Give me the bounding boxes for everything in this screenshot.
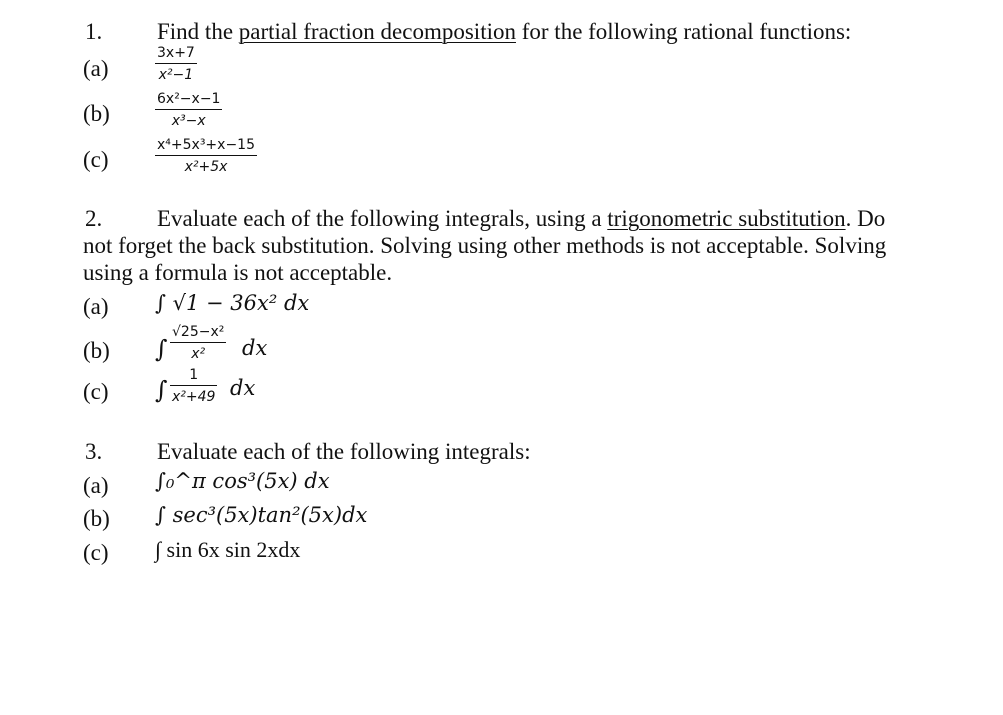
q2a-expression: ∫ √1 − 36x² dx (155, 291, 310, 315)
q2c-differential: dx (230, 376, 256, 400)
q3b-expression: ∫ sec³(5x)tan²(5x)dx (155, 503, 368, 527)
q1-prompt-link: partial fraction decomposition (238, 19, 516, 44)
q2-number: 2. (85, 206, 103, 231)
q1b-numerator: 6x²−x−1 (157, 91, 221, 107)
q1c-label: (c) (83, 147, 109, 172)
q2b-numerator: √25−x² (172, 324, 225, 340)
q2b-fraction-bar (170, 342, 226, 343)
q1c-fraction (155, 137, 257, 175)
q2b-denominator: x² (191, 346, 206, 362)
q1a-fraction (155, 45, 197, 83)
q3c-label: (c) (83, 540, 109, 565)
q2-prompt-line2: not forget the back substitution. Solving using other methods is not acceptable. Solving (83, 233, 887, 258)
q2c-integral-sign: ∫ (155, 376, 168, 404)
q1a-numerator: 3x+7 (157, 45, 195, 61)
q1b-fraction (155, 91, 222, 129)
q1c-fraction-bar (155, 155, 257, 156)
q2c-fraction-bar (170, 385, 217, 386)
q2c-fraction (170, 367, 217, 405)
q1-prompt-before: Find the (157, 19, 239, 44)
q2b-fraction (170, 324, 226, 362)
q3a-label: (a) (83, 473, 109, 498)
q3-number: 3. (85, 439, 103, 464)
q3c-expression: ∫ sin 6x sin 2xdx (155, 537, 301, 562)
q1-number: 1. (85, 19, 103, 44)
q2c-denominator: x²+49 (172, 389, 216, 405)
q2-prompt-line1 (157, 205, 885, 232)
q2-prompt-after: . Do (845, 206, 886, 231)
q1b-fraction-bar (155, 109, 222, 110)
q2c-numerator: 1 (189, 367, 199, 383)
q1b-label: (b) (83, 101, 110, 126)
q2c-label: (c) (83, 379, 109, 404)
q3a-expression: ∫₀^π cos³(5x) dx (155, 469, 330, 493)
q3b-label: (b) (83, 506, 110, 531)
q1c-denominator: x²+5x (184, 159, 228, 175)
q1-prompt (157, 18, 851, 45)
q1-prompt-after: for the following rational functions: (515, 19, 852, 44)
q1c-numerator: x⁴+5x³+x−15 (157, 137, 255, 153)
q1a-fraction-bar (155, 63, 197, 64)
q3-prompt: Evaluate each of the following integrals: (157, 439, 531, 464)
q1a-label: (a) (83, 56, 109, 81)
q2b-label: (b) (83, 338, 110, 363)
q2b-differential: dx (242, 336, 268, 360)
q2-prompt-before: Evaluate each of the following integrals, using a (157, 206, 608, 231)
q2b-integral-sign: ∫ (155, 335, 168, 363)
q1a-denominator: x²−1 (158, 67, 194, 83)
q2-prompt-link: trigonometric substitution (607, 206, 846, 231)
q1b-denominator: x³−x (171, 113, 206, 129)
q2a-label: (a) (83, 294, 109, 319)
q2-prompt-line3: using a formula is not acceptable. (83, 260, 393, 285)
